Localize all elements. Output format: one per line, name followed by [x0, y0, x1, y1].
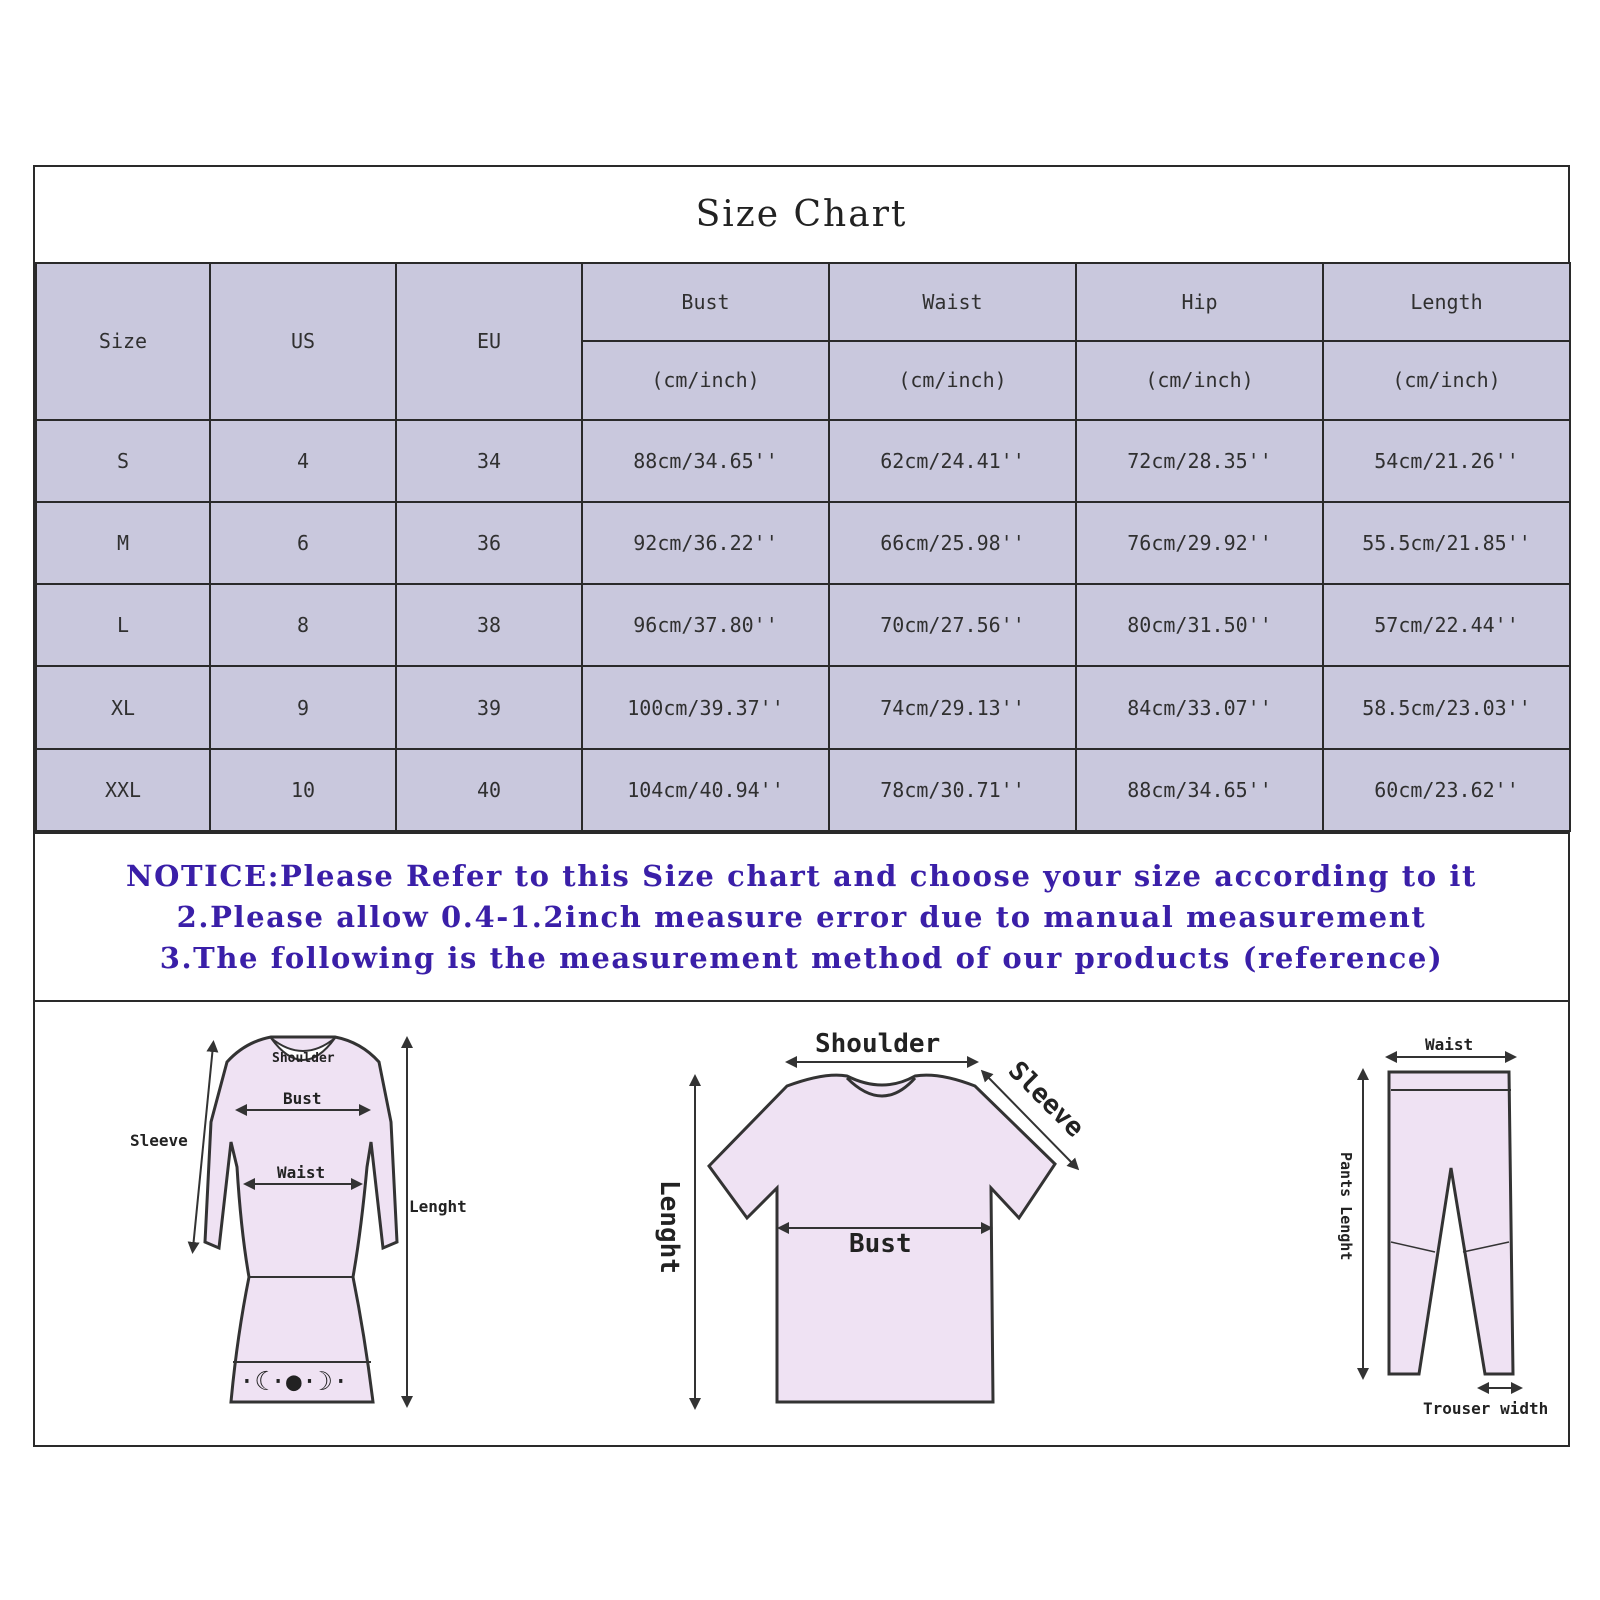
- pants-length-label: Pants Lenght: [1337, 1152, 1355, 1261]
- cell-eu: 40: [396, 749, 582, 831]
- header-us: US: [210, 263, 396, 420]
- cell-hip: 80cm/31.50'': [1076, 584, 1323, 666]
- pants-body: [1389, 1072, 1513, 1374]
- cell-us: 4: [210, 420, 396, 502]
- page-title: Size Chart: [35, 167, 1568, 264]
- cell-hip: 88cm/34.65'': [1076, 749, 1323, 831]
- dress-illustration: [130, 1037, 467, 1402]
- cell-us: 8: [210, 584, 396, 666]
- cell-size: S: [36, 420, 210, 502]
- cell-bust: 100cm/39.37'': [582, 666, 829, 748]
- table-row: [36, 749, 1570, 831]
- tshirt-illustration: [654, 1029, 1090, 1404]
- cell-hip: 72cm/28.35'': [1076, 420, 1323, 502]
- pants-trouser-width-label: Trouser width: [1423, 1399, 1549, 1418]
- cell-length: 54cm/21.26'': [1323, 420, 1570, 502]
- header-bust: Bust: [582, 263, 829, 341]
- cell-waist: 74cm/29.13'': [829, 666, 1076, 748]
- pants-illustration: [1337, 1035, 1548, 1418]
- notice-line-2: 2.Please allow 0.4-1.2inch measure error due to manual measurement: [176, 899, 1427, 934]
- table-row: [36, 666, 1570, 748]
- notice-panel: [35, 832, 1568, 1002]
- cell-bust: 96cm/37.80'': [582, 584, 829, 666]
- unit-waist: (cm/inch): [829, 341, 1076, 419]
- measurement-figures: [35, 1002, 1568, 1447]
- table-row: [36, 420, 1570, 502]
- notice-line-3: 3.The following is the measurement method of our products (reference): [159, 940, 1444, 975]
- measurement-illustrations: [35, 1002, 1568, 1447]
- cell-length: 60cm/23.62'': [1323, 749, 1570, 831]
- cell-length: 57cm/22.44'': [1323, 584, 1570, 666]
- tshirt-sleeve-label: Sleeve: [1002, 1055, 1090, 1144]
- dress-hem-pattern: ⋅☾⋅●⋅☽⋅: [239, 1367, 349, 1397]
- cell-waist: 70cm/27.56'': [829, 584, 1076, 666]
- unit-bust: (cm/inch): [582, 341, 829, 419]
- tshirt-length-label: Lenght: [654, 1180, 684, 1274]
- cell-hip: 84cm/33.07'': [1076, 666, 1323, 748]
- cell-waist: 66cm/25.98'': [829, 502, 1076, 584]
- cell-size: L: [36, 584, 210, 666]
- header-size: Size: [36, 263, 210, 420]
- cell-eu: 34: [396, 420, 582, 502]
- cell-waist: 78cm/30.71'': [829, 749, 1076, 831]
- cell-length: 55.5cm/21.85'': [1323, 502, 1570, 584]
- cell-bust: 104cm/40.94'': [582, 749, 829, 831]
- cell-us: 9: [210, 666, 396, 748]
- table-row: [36, 584, 1570, 666]
- header-waist: Waist: [829, 263, 1076, 341]
- header-eu: EU: [396, 263, 582, 420]
- cell-size: XL: [36, 666, 210, 748]
- cell-hip: 76cm/29.92'': [1076, 502, 1323, 584]
- cell-waist: 62cm/24.41'': [829, 420, 1076, 502]
- cell-eu: 36: [396, 502, 582, 584]
- dress-sleeve-label: Sleeve: [130, 1131, 188, 1150]
- unit-hip: (cm/inch): [1076, 341, 1323, 419]
- table-row: [36, 502, 1570, 584]
- tshirt-bust-label: Bust: [849, 1229, 912, 1259]
- size-table: [35, 262, 1571, 832]
- dress-shoulder-label: Shoulder: [272, 1051, 335, 1066]
- cell-bust: 92cm/36.22'': [582, 502, 829, 584]
- cell-length: 58.5cm/23.03'': [1323, 666, 1570, 748]
- cell-eu: 39: [396, 666, 582, 748]
- pants-waist-label: Waist: [1425, 1035, 1474, 1054]
- dress-bust-label: Bust: [283, 1089, 322, 1108]
- cell-bust: 88cm/34.65'': [582, 420, 829, 502]
- unit-length: (cm/inch): [1323, 341, 1570, 419]
- cell-eu: 38: [396, 584, 582, 666]
- cell-size: XXL: [36, 749, 210, 831]
- table-header-row: [36, 263, 1570, 341]
- cell-us: 10: [210, 749, 396, 831]
- size-chart-frame: [33, 165, 1570, 1447]
- dress-waist-label: Waist: [277, 1163, 326, 1182]
- cell-size: M: [36, 502, 210, 584]
- dress-length-label: Lenght: [409, 1197, 467, 1216]
- tshirt-shoulder-label: Shoulder: [815, 1029, 941, 1059]
- header-length: Length: [1323, 263, 1570, 341]
- cell-us: 6: [210, 502, 396, 584]
- header-hip: Hip: [1076, 263, 1323, 341]
- notice-line-1: NOTICE:Please Refer to this Size chart and choose your size according to it: [126, 858, 1477, 893]
